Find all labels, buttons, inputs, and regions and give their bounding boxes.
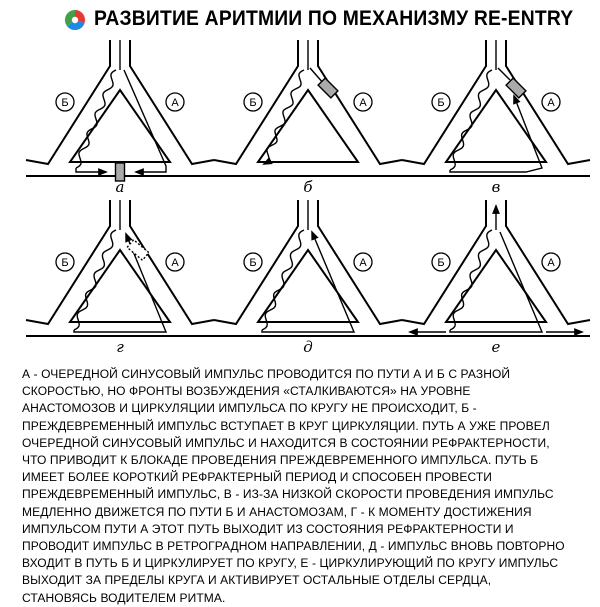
panel-label-4: г (116, 338, 124, 356)
diagram-panel-4 (26, 200, 214, 356)
path-a-label: А (171, 97, 179, 109)
reentry-diagrams (0, 40, 600, 356)
path-b-label: Б (249, 257, 257, 269)
path-b-label: Б (249, 97, 257, 109)
panel-label-2: б (303, 178, 313, 196)
path-a-label: А (547, 257, 555, 269)
panel-label-3: в (491, 178, 501, 196)
diagram-panel-6 (402, 200, 590, 356)
path-b-label: Б (437, 257, 445, 269)
description-text: А - ОЧЕРЕДНОЙ СИНУСОВЫЙ ИМПУЛЬС ПРОВОДИТСЯ ПО ПУТИ А И Б С РАЗНОЙ СКОРОСТЬЮ, НО ФРОНТЫ ВОЗБУЖДЕНИЯ «СТАЛКИВАЮТСЯ» НА УРОВНЕ АНАСТОМОЗОВ И ЦИРКУЛЯЦИИ ИМПУЛЬСА ПО КРУГУ НЕ ПРОИСХОДИТ, Б - ПРЕЖДЕВРЕМЕННЫЙ ИМПУЛЬС ВСТУПАЕТ В КРУГ ЦИРКУЛЯЦИИ. ПУТЬ А УЖЕ ПРОВЕЛ ОЧЕРЕДНОЙ СИНУСОВЫЙ ИМПУЛЬС И НАХОДИТСЯ В СОСТОЯНИИ РЕФРАКТЕРНОСТИ, ЧТО ПРИВОДИТ К БЛОКАДЕ ПРОВЕДЕНИЯ ПРЕЖДЕВРЕМЕННОГО ИМПУЛЬСА. ПУТЬ Б ИМЕЕТ БОЛЕЕ КОРОТКИЙ РЕФРАКТЕРНЫЙ ПЕРИОД И СПОСОБЕН ПРОВЕСТИ ПРЕЖДЕВРЕМЕННЫЙ ИМПУЛЬС, В - ИЗ-ЗА НИЗКОЙ СКОРОСТИ ПРОВЕДЕНИЯ ИМПУЛЬС МЕДЛЕННО ДВИЖЕТСЯ ПО ПУТИ Б И АНАСТОМОЗАМ, Г - К МОМЕНТУ ДОСТИЖЕНИЯ ИМПУЛЬСОМ ПУТИ А ЭТОТ ПУТЬ ВЫХОДИТ ИЗ СОСТОЯНИЯ РЕФРАКТЕРНОСТИ И ПРОВОДИТ ИМПУЛЬС В РЕТРОГРАДНОМ НАПРАВЛЕНИИ, Д - ИМПУЛЬС ВНОВЬ ПОВТОРНО ВХОДИТ В ПУТЬ Б И ЦИРКУЛИРУЕТ ПО КРУГУ, Е - ЦИРКУЛИРУЮЩИЙ ПО КРУГУ ИМПУЛЬС ВЫХОДИТ ЗА ПРЕДЕЛЫ КРУГА И АКТИВИРУЕТ ОСТАЛЬНЫЕ ОТДЕЛЫ СЕРДЦА, СТАНОВЯСЬ ВОДИТЕЛЕМ РИТМА. (22, 367, 565, 605)
diagram-panel-5 (214, 200, 402, 356)
panel-label-1: а (115, 178, 125, 196)
header (0, 0, 600, 42)
diagram-panel-2 (214, 40, 402, 196)
panel-label-5: д (303, 338, 313, 356)
path-b-label: Б (437, 97, 445, 109)
block-marker (127, 240, 149, 261)
panel-label-6: е (491, 338, 501, 356)
path-b-label: Б (61, 97, 69, 109)
diagram-panel-1 (26, 40, 214, 196)
path-a-label: А (547, 97, 555, 109)
logo-icon (64, 9, 86, 31)
path-b-label: Б (61, 257, 69, 269)
diagram-panel-3 (402, 40, 590, 196)
block-marker (506, 78, 526, 98)
path-a-label: А (359, 257, 367, 269)
path-a-label: А (171, 257, 179, 269)
page-title: РАЗВИТИЕ АРИТМИИ ПО МЕХАНИЗМУ RE-ENTRY (94, 7, 574, 30)
path-a-label: А (359, 97, 367, 109)
